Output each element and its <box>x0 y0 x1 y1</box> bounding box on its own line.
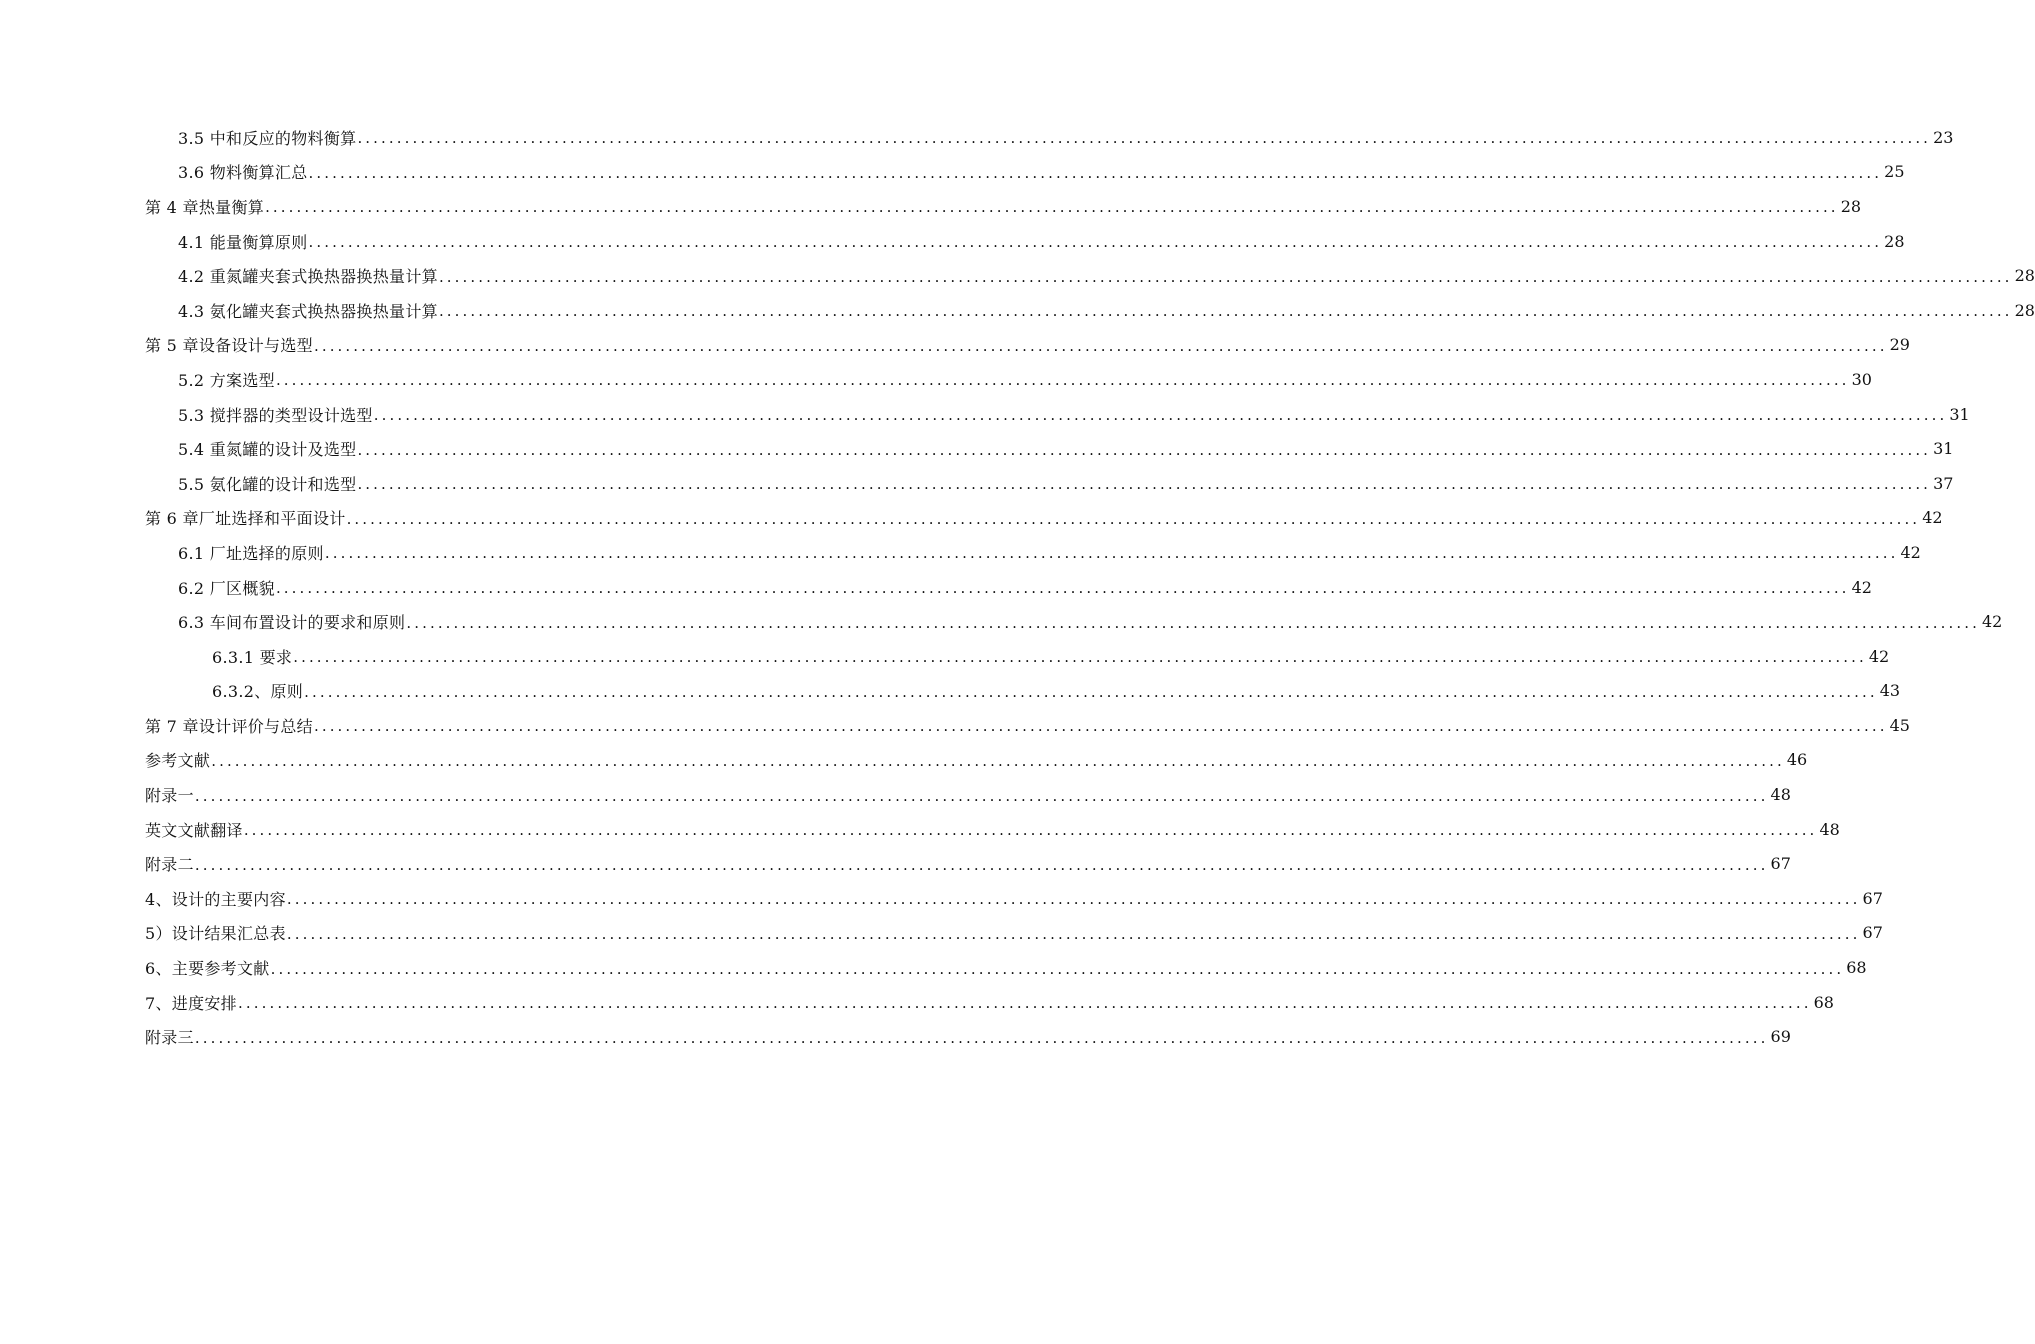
toc-entry[interactable] <box>0 328 1910 363</box>
toc-dot-leader: ........................................................................................................................................................................................................ <box>293 648 1867 667</box>
toc-entry-title: 3.6 物料衡算汇总 <box>178 163 308 183</box>
toc-entry[interactable] <box>0 950 1867 985</box>
toc-dot-leader: ........................................................................................................................................................................................................ <box>308 233 1883 252</box>
toc-dot-leader: ........................................................................................................................................................................................................ <box>270 959 1845 978</box>
toc-dot-leader: ........................................................................................................................................................................................................ <box>346 509 1921 528</box>
toc-entry[interactable] <box>0 708 1910 743</box>
toc-entry-title: 4.3 氨化罐夹套式换热器换热量计算 <box>178 301 438 321</box>
toc-entry-page-number: 25 <box>1884 162 1905 182</box>
toc-dot-leader: ........................................................................................................................................................................................................ <box>324 544 1899 563</box>
toc-entry-title: 4.1 能量衡算原则 <box>178 232 308 252</box>
toc-entry-title: 6.3 车间布置设计的要求和原则 <box>178 613 406 633</box>
toc-entry-title: 5）设计结果汇总表 <box>145 924 286 944</box>
toc-dot-leader: ........................................................................................................................................................................................................ <box>406 613 1980 632</box>
table-of-contents <box>0 120 2035 1054</box>
toc-entry-page-number: 42 <box>1900 542 1921 562</box>
toc-dot-leader: ........................................................................................................................................................................................................ <box>275 579 1850 598</box>
toc-dot-leader: ........................................................................................................................................................................................................ <box>308 163 1883 182</box>
toc-dot-leader: ........................................................................................................................................................................................................ <box>286 924 1861 943</box>
toc-entry-title: 参考文献 <box>145 751 211 771</box>
toc-entry-page-number: 37 <box>1933 473 1954 493</box>
toc-entry-page-number: 28 <box>1884 231 1905 251</box>
toc-entry[interactable] <box>0 604 2003 639</box>
toc-entry-page-number: 28 <box>2014 300 2035 320</box>
toc-entry-page-number: 67 <box>1862 923 1883 943</box>
toc-entry-page-number: 42 <box>1981 612 2003 632</box>
toc-entry-title: 附录三 <box>145 1028 194 1048</box>
toc-dot-leader: ........................................................................................................................................................................................................ <box>194 1028 1769 1047</box>
toc-entry[interactable] <box>0 777 1791 812</box>
toc-entry-page-number: 28 <box>2014 266 2035 286</box>
toc-entry[interactable] <box>0 224 1905 259</box>
toc-entry-page-number: 67 <box>1862 888 1883 908</box>
toc-dot-leader: ........................................................................................................................................................................................................ <box>265 198 1839 217</box>
toc-dot-leader: ........................................................................................................................................................................................................ <box>286 890 1861 909</box>
toc-entry-title: 4、设计的主要内容 <box>145 889 286 909</box>
toc-entry[interactable] <box>0 743 1808 778</box>
toc-entry-title: 6.3.1 要求 <box>212 647 293 667</box>
toc-entry-title: 5.2 方案选型 <box>178 370 275 390</box>
toc-entry-page-number: 42 <box>1851 577 1872 597</box>
toc-entry-title: 7、进度安排 <box>145 993 237 1013</box>
toc-entry[interactable] <box>0 501 1943 536</box>
toc-dot-leader: ........................................................................................................................................................................................................ <box>304 682 1878 701</box>
toc-entry-page-number: 29 <box>1889 335 1910 355</box>
toc-entry[interactable] <box>0 293 2035 328</box>
toc-entry-page-number: 48 <box>1770 785 1791 805</box>
toc-entry-title: 6.3.2、原则 <box>212 682 304 702</box>
toc-entry-page-number: 45 <box>1889 715 1910 735</box>
toc-entry[interactable] <box>0 812 1840 847</box>
toc-dot-leader: ........................................................................................................................................................................................................ <box>243 821 1818 840</box>
toc-entry[interactable] <box>0 1019 1791 1054</box>
toc-entry[interactable] <box>0 189 1862 224</box>
toc-dot-leader: ........................................................................................................................................................................................................ <box>211 751 1785 770</box>
toc-entry[interactable] <box>0 985 1834 1020</box>
toc-entry[interactable] <box>0 258 2035 293</box>
toc-entry-title: 附录一 <box>145 786 194 806</box>
toc-entry-page-number: 67 <box>1770 854 1791 874</box>
toc-entry[interactable] <box>0 846 1791 881</box>
toc-entry-title: 5.3 搅拌器的类型设计选型 <box>178 405 373 425</box>
toc-entry-title: 6.1 厂址选择的原则 <box>178 543 324 563</box>
toc-dot-leader: ........................................................................................................................................................................................................ <box>438 267 2013 286</box>
toc-entry-page-number: 68 <box>1846 958 1867 978</box>
toc-entry-page-number: 48 <box>1819 819 1840 839</box>
toc-entry-page-number: 23 <box>1933 127 1954 147</box>
toc-entry-title: 第 5 章设备设计与选型 <box>145 336 313 356</box>
toc-entry-title: 4.2 重氮罐夹套式换热器换热量计算 <box>178 267 438 287</box>
toc-dot-leader: ........................................................................................................................................................................................................ <box>313 717 1888 736</box>
toc-dot-leader: ........................................................................................................................................................................................................ <box>373 406 1948 425</box>
toc-entry-page-number: 43 <box>1879 681 1901 701</box>
toc-entry[interactable] <box>0 362 1872 397</box>
toc-entry-page-number: 31 <box>1949 404 1970 424</box>
toc-entry-title: 第 7 章设计评价与总结 <box>145 716 313 736</box>
toc-entry-title: 附录二 <box>145 855 194 875</box>
toc-dot-leader: ........................................................................................................................................................................................................ <box>194 786 1769 805</box>
toc-entry-title: 5.4 重氮罐的设计及选型 <box>178 440 357 460</box>
toc-entry-page-number: 42 <box>1922 508 1943 528</box>
toc-dot-leader: ........................................................................................................................................................................................................ <box>357 129 1932 148</box>
toc-dot-leader: ........................................................................................................................................................................................................ <box>194 855 1769 874</box>
toc-entry-title: 第 6 章厂址选择和平面设计 <box>145 509 346 529</box>
toc-entry-page-number: 30 <box>1851 369 1872 389</box>
toc-entry[interactable] <box>0 155 1905 190</box>
toc-entry[interactable] <box>0 674 1901 709</box>
toc-entry-page-number: 31 <box>1933 439 1954 459</box>
toc-entry-page-number: 46 <box>1786 750 1808 770</box>
toc-entry-page-number: 69 <box>1770 1027 1791 1047</box>
toc-entry-page-number: 28 <box>1840 196 1862 216</box>
toc-entry-title: 6.2 厂区概貌 <box>178 578 275 598</box>
toc-entry[interactable] <box>0 916 1883 951</box>
toc-entry[interactable] <box>0 570 1872 605</box>
toc-entry[interactable] <box>0 120 1954 155</box>
toc-entry[interactable] <box>0 639 1890 674</box>
toc-dot-leader: ........................................................................................................................................................................................................ <box>275 371 1850 390</box>
toc-entry-page-number: 42 <box>1868 646 1890 666</box>
toc-entry[interactable] <box>0 881 1883 916</box>
toc-entry-title: 英文文献翻译 <box>145 820 243 840</box>
toc-dot-leader: ........................................................................................................................................................................................................ <box>237 994 1812 1013</box>
toc-dot-leader: ........................................................................................................................................................................................................ <box>357 440 1932 459</box>
toc-entry-title: 第 4 章热量衡算 <box>145 197 265 217</box>
toc-entry-page-number: 68 <box>1813 992 1834 1012</box>
toc-entry[interactable] <box>0 431 1954 466</box>
toc-entry[interactable] <box>0 466 1954 501</box>
toc-dot-leader: ........................................................................................................................................................................................................ <box>438 302 2013 321</box>
toc-entry[interactable] <box>0 397 1970 432</box>
toc-entry-title: 5.5 氨化罐的设计和选型 <box>178 474 357 494</box>
toc-entry-title: 6、主要参考文献 <box>145 959 270 979</box>
toc-entry[interactable] <box>0 535 1921 570</box>
toc-entry-title: 3.5 中和反应的物料衡算 <box>178 128 357 148</box>
toc-dot-leader: ........................................................................................................................................................................................................ <box>313 336 1888 355</box>
toc-dot-leader: ........................................................................................................................................................................................................ <box>357 475 1932 494</box>
